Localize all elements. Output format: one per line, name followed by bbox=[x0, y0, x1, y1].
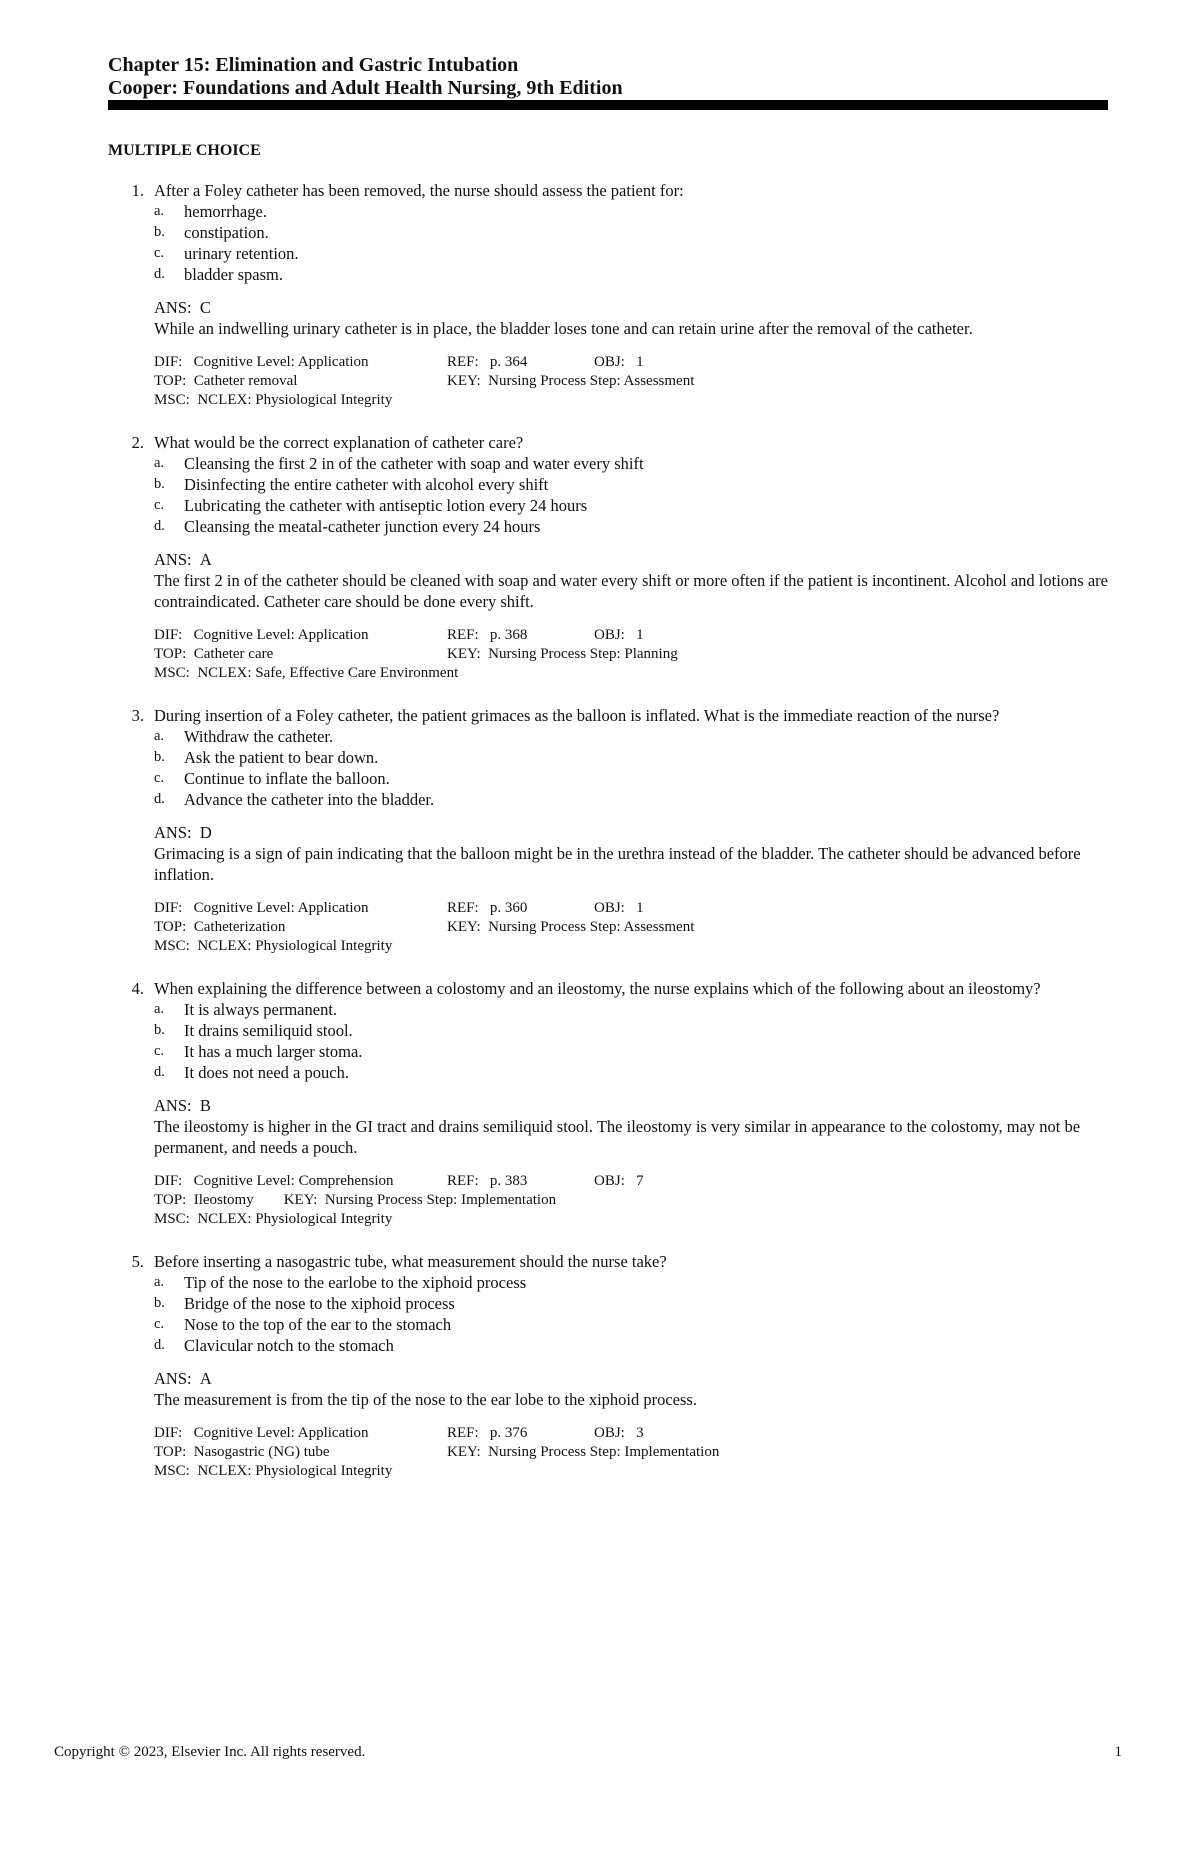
chapter-title: Chapter 15: Elimination and Gastric Intubation bbox=[108, 54, 519, 76]
obj-field: OBJ: 7 bbox=[594, 1173, 644, 1189]
header-rule bbox=[108, 100, 1108, 110]
section-title: MULTIPLE CHOICE bbox=[108, 142, 261, 159]
key-field: KEY: Nursing Process Step: Assessment bbox=[447, 919, 695, 935]
option-list bbox=[154, 201, 1108, 285]
answer-key: ANS: C bbox=[154, 298, 211, 317]
option-letter: a. bbox=[154, 728, 165, 744]
answer-option bbox=[154, 222, 1108, 243]
page-footer bbox=[54, 1744, 1122, 1761]
option-letter: b. bbox=[154, 749, 165, 765]
question-item bbox=[108, 978, 1108, 1229]
book-title: Cooper: Foundations and Adult Health Nursing, 9th Edition bbox=[108, 77, 623, 99]
option-text: Lubricating the catheter with antiseptic lotion every 24 hours bbox=[184, 496, 588, 515]
option-text: It is always permanent. bbox=[184, 1000, 338, 1019]
option-text: hemorrhage. bbox=[184, 202, 267, 221]
answer-option bbox=[154, 1272, 1108, 1293]
answer-option bbox=[154, 453, 1108, 474]
document-header bbox=[108, 54, 1108, 100]
answer-option bbox=[154, 1062, 1108, 1083]
option-text: Clavicular notch to the stomach bbox=[184, 1336, 394, 1355]
top-field: TOP: Ileostomy KEY: Nursing Process Step: Implementation bbox=[154, 1192, 557, 1208]
option-letter: d. bbox=[154, 266, 165, 282]
option-text: Nose to the top of the ear to the stomach bbox=[184, 1315, 452, 1334]
top-field: TOP: Catheter care bbox=[154, 646, 274, 662]
option-text: Withdraw the catheter. bbox=[184, 727, 334, 746]
dif-field: DIF: Cognitive Level: Application bbox=[154, 354, 369, 370]
obj-field: OBJ: 1 bbox=[594, 354, 644, 370]
answer-option bbox=[154, 1020, 1108, 1041]
option-text: Bridge of the nose to the xiphoid process bbox=[184, 1294, 455, 1313]
answer-option bbox=[154, 1293, 1108, 1314]
question-text: After a Foley catheter has been removed, the nurse should assess the patient for: bbox=[154, 181, 684, 200]
option-text: Cleansing the meatal-catheter junction every 24 hours bbox=[184, 517, 541, 536]
option-letter: b. bbox=[154, 1295, 165, 1311]
ref-field: REF: p. 376 bbox=[447, 1425, 528, 1441]
option-letter: d. bbox=[154, 1064, 165, 1080]
question-number: 4. bbox=[131, 979, 144, 998]
option-letter: a. bbox=[154, 455, 165, 471]
option-list bbox=[154, 999, 1108, 1083]
option-text: Tip of the nose to the earlobe to the xiphoid process bbox=[184, 1273, 527, 1292]
answer-key: ANS: A bbox=[154, 550, 212, 569]
option-list bbox=[154, 1272, 1108, 1356]
msc-field: MSC: NCLEX: Physiological Integrity bbox=[154, 392, 393, 408]
answer-option bbox=[154, 1041, 1108, 1062]
option-letter: b. bbox=[154, 224, 165, 240]
option-letter: c. bbox=[154, 1316, 165, 1332]
answer-option bbox=[154, 201, 1108, 222]
question-number: 2. bbox=[131, 433, 144, 452]
rationale: The measurement is from the tip of the nose to the ear lobe to the xiphoid process. bbox=[154, 1390, 697, 1409]
answer-option bbox=[154, 495, 1108, 516]
rationale: While an indwelling urinary catheter is in place, the bladder loses tone and can retain urine after the removal of the catheter. bbox=[154, 319, 973, 338]
option-letter: c. bbox=[154, 245, 165, 261]
option-list bbox=[154, 453, 1108, 537]
answer-option bbox=[154, 747, 1108, 768]
msc-field: MSC: NCLEX: Physiological Integrity bbox=[154, 1463, 393, 1479]
question-item bbox=[108, 180, 1108, 410]
option-letter: d. bbox=[154, 791, 165, 807]
option-text: Advance the catheter into the bladder. bbox=[184, 790, 435, 809]
option-text: It drains semiliquid stool. bbox=[184, 1021, 353, 1040]
option-text: bladder spasm. bbox=[184, 265, 283, 284]
option-letter: c. bbox=[154, 1043, 165, 1059]
copyright-text: Copyright © 2023, Elsevier Inc. All rights reserved. bbox=[54, 1744, 366, 1760]
answer-key: ANS: A bbox=[154, 1369, 212, 1388]
question-item bbox=[108, 705, 1108, 956]
dif-field: DIF: Cognitive Level: Application bbox=[154, 627, 369, 643]
obj-field: OBJ: 1 bbox=[594, 627, 644, 643]
ref-field: REF: p. 368 bbox=[447, 627, 528, 643]
option-letter: b. bbox=[154, 476, 165, 492]
rationale: Grimacing is a sign of pain indicating that the balloon might be in the urethra instead of the bladder. The catheter should be advanced before inflation. bbox=[154, 844, 1081, 884]
answer-key: ANS: B bbox=[154, 1096, 211, 1115]
answer-key: ANS: D bbox=[154, 823, 212, 842]
ref-field: REF: p. 383 bbox=[447, 1173, 528, 1189]
option-text: urinary retention. bbox=[184, 244, 299, 263]
option-text: Continue to inflate the balloon. bbox=[184, 769, 390, 788]
answer-option bbox=[154, 243, 1108, 264]
answer-option bbox=[154, 516, 1108, 537]
option-list bbox=[154, 726, 1108, 810]
option-letter: c. bbox=[154, 497, 165, 513]
question-text: During insertion of a Foley catheter, the patient grimaces as the balloon is inflated. What is the immediate reaction of the nurse? bbox=[154, 706, 1000, 725]
question-item bbox=[108, 1251, 1108, 1481]
msc-field: MSC: NCLEX: Physiological Integrity bbox=[154, 938, 393, 954]
page-number: 1 bbox=[1114, 1744, 1122, 1760]
question-metadata bbox=[154, 1424, 1108, 1481]
rationale: The ileostomy is higher in the GI tract and drains semiliquid stool. The ileostomy is very similar in appearance to the colostomy, may not be permanent, and needs a pouch. bbox=[154, 1117, 1081, 1157]
option-letter: d. bbox=[154, 518, 165, 534]
answer-option bbox=[154, 768, 1108, 789]
dif-field: DIF: Cognitive Level: Application bbox=[154, 1425, 369, 1441]
key-field: KEY: Nursing Process Step: Implementation bbox=[447, 1444, 720, 1460]
question-metadata bbox=[154, 1172, 1108, 1229]
top-field: TOP: Nasogastric (NG) tube bbox=[154, 1444, 330, 1460]
answer-option bbox=[154, 474, 1108, 495]
dif-field: DIF: Cognitive Level: Application bbox=[154, 900, 369, 916]
option-text: It has a much larger stoma. bbox=[184, 1042, 363, 1061]
option-text: constipation. bbox=[184, 223, 269, 242]
msc-field: MSC: NCLEX: Physiological Integrity bbox=[154, 1211, 393, 1227]
answer-option bbox=[154, 999, 1108, 1020]
top-field: TOP: Catheter removal bbox=[154, 373, 298, 389]
question-metadata bbox=[154, 899, 1108, 956]
msc-field: MSC: NCLEX: Safe, Effective Care Environment bbox=[154, 665, 459, 681]
key-field: KEY: Nursing Process Step: Assessment bbox=[447, 373, 695, 389]
question-number: 3. bbox=[131, 706, 144, 725]
ref-field: REF: p. 364 bbox=[447, 354, 528, 370]
answer-option bbox=[154, 1314, 1108, 1335]
ref-field: REF: p. 360 bbox=[447, 900, 528, 916]
option-text: It does not need a pouch. bbox=[184, 1063, 349, 1082]
question-metadata bbox=[154, 353, 1108, 410]
option-letter: d. bbox=[154, 1337, 165, 1353]
obj-field: OBJ: 3 bbox=[594, 1425, 644, 1441]
question-number: 5. bbox=[131, 1252, 144, 1271]
question-number: 1. bbox=[131, 181, 144, 200]
option-text: Cleansing the first 2 in of the catheter with soap and water every shift bbox=[184, 454, 644, 473]
option-letter: c. bbox=[154, 770, 165, 786]
answer-option bbox=[154, 789, 1108, 810]
key-field: KEY: Nursing Process Step: Planning bbox=[447, 646, 678, 662]
question-list bbox=[108, 180, 1108, 1503]
option-letter: a. bbox=[154, 1001, 165, 1017]
question-item bbox=[108, 432, 1108, 683]
answer-option bbox=[154, 1335, 1108, 1356]
option-text: Ask the patient to bear down. bbox=[184, 748, 379, 767]
answer-option bbox=[154, 726, 1108, 747]
obj-field: OBJ: 1 bbox=[594, 900, 644, 916]
rationale: The first 2 in of the catheter should be cleaned with soap and water every shift or more often if the patient is incontinent. Alcohol and lotions are contraindicated. Catheter care should be done every shift. bbox=[154, 571, 1108, 611]
question-metadata bbox=[154, 626, 1108, 683]
option-letter: a. bbox=[154, 203, 165, 219]
question-text: When explaining the difference between a colostomy and an ileostomy, the nurse explains which of the following about an ileostomy? bbox=[154, 979, 1041, 998]
question-text: Before inserting a nasogastric tube, what measurement should the nurse take? bbox=[154, 1252, 667, 1271]
option-text: Disinfecting the entire catheter with alcohol every shift bbox=[184, 475, 549, 494]
top-field: TOP: Catheterization bbox=[154, 919, 286, 935]
question-text: What would be the correct explanation of catheter care? bbox=[154, 433, 524, 452]
option-letter: b. bbox=[154, 1022, 165, 1038]
dif-field: DIF: Cognitive Level: Comprehension bbox=[154, 1173, 394, 1189]
option-letter: a. bbox=[154, 1274, 165, 1290]
answer-option bbox=[154, 264, 1108, 285]
